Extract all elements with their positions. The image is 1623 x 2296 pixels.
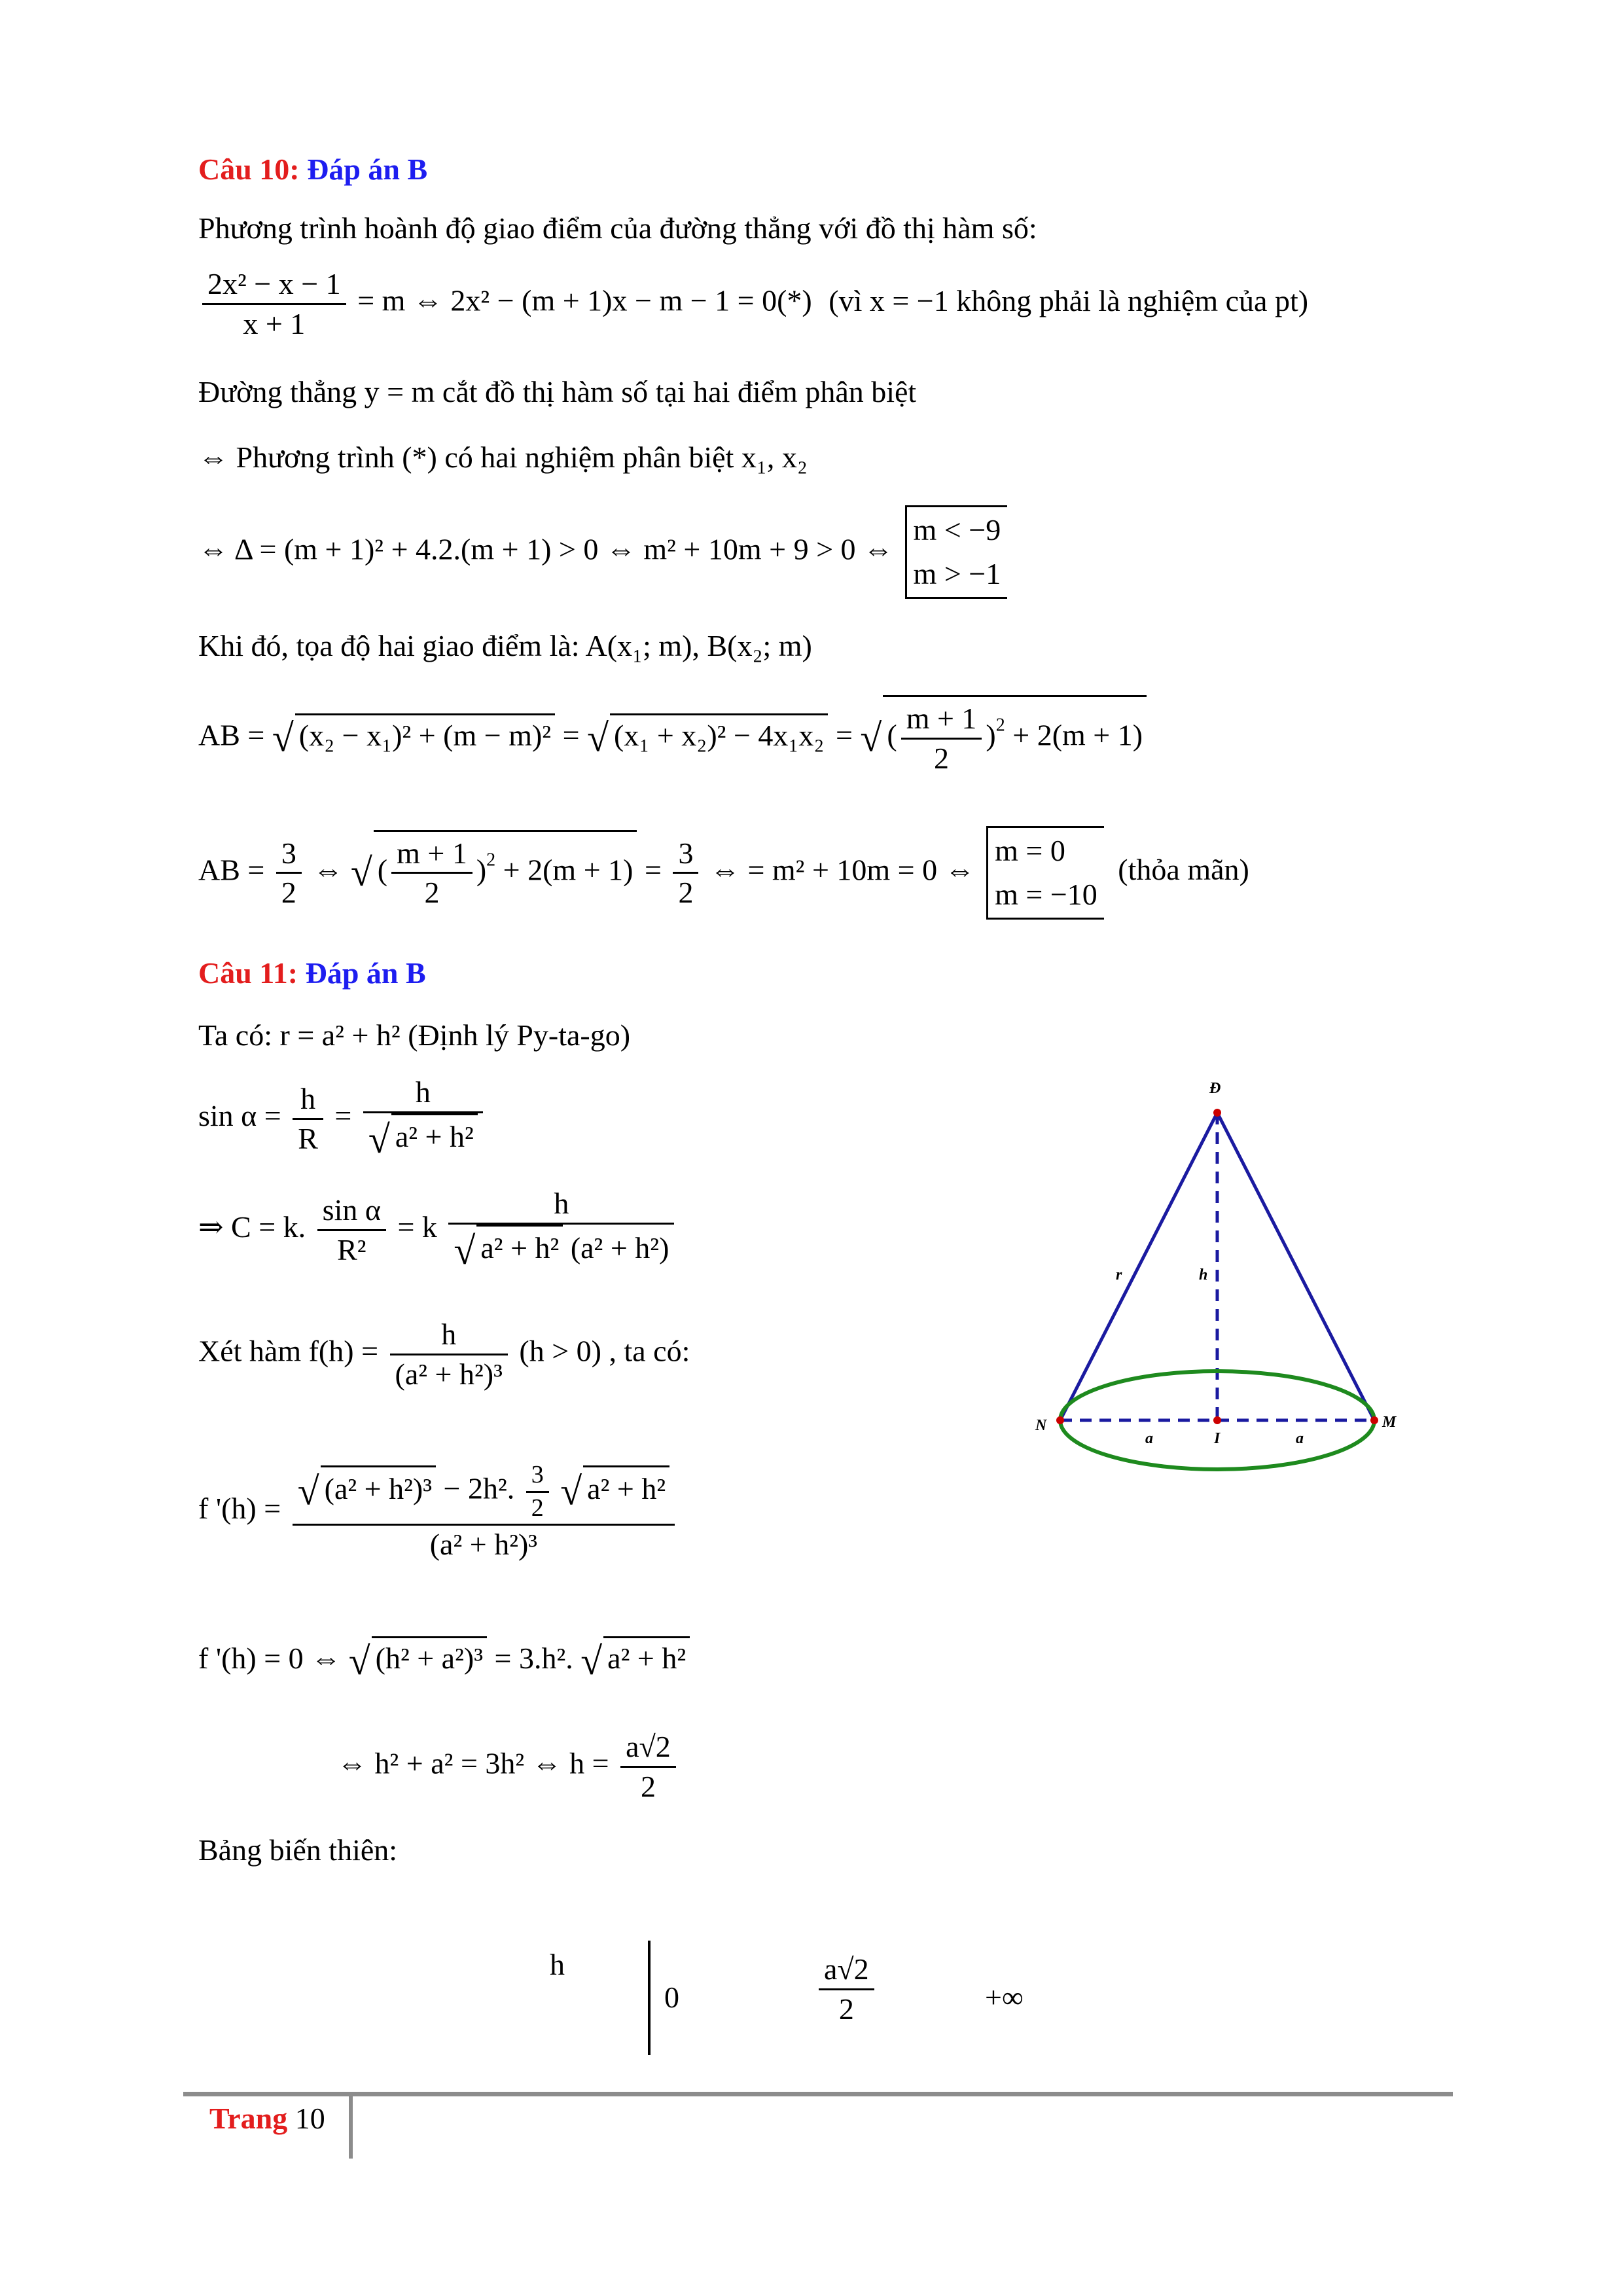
- q10-eq2-cases: [905, 505, 1008, 599]
- q10-eq3-frac: [901, 700, 982, 777]
- q10-eq1-note: (vì x = −1 không phải là nghiệm của pt): [829, 283, 1309, 317]
- q11-sin-lhs: sin α =: [198, 1098, 281, 1132]
- q10-line2: Đường thẳng y = m cắt đồ thị hàm số tại hai điểm phân biệt: [198, 375, 917, 408]
- label-m: M: [1382, 1414, 1397, 1431]
- label-i: I: [1214, 1430, 1221, 1447]
- q10-eq3-lhs: AB =: [198, 718, 265, 752]
- page-number: 10: [294, 2102, 325, 2135]
- q10-eq4-rad: ( $\frac{m + 1}{2}$ )$^2$ + 2(m + 1): [374, 830, 637, 912]
- cone-slant-left: [1060, 1113, 1217, 1420]
- q11-fp0-rad2: a² + h²: [603, 1636, 690, 1676]
- q10-eq1-den: x + 1: [243, 306, 306, 340]
- q11-c-frac2: [448, 1185, 674, 1275]
- q10-eq4-frac2: [391, 834, 473, 912]
- q10-eq3-frac-num: m + 1: [901, 700, 982, 740]
- q10-answer: Đáp án B: [307, 152, 428, 186]
- q11-sin-frac2-rad: a² + h²: [391, 1113, 478, 1156]
- q10-eq4-frac2-den: 2: [424, 876, 440, 910]
- sqrt-icon: √: [860, 716, 882, 760]
- q11-c-frac2-den: [448, 1225, 674, 1276]
- point-m: [1370, 1416, 1378, 1424]
- footer-divider: [349, 2094, 353, 2159]
- point-n: [1056, 1416, 1064, 1424]
- sqrt-icon: √: [368, 1117, 390, 1161]
- q10-eq3: AB = √ (x₂ − x₁)² + (m − m)² = √ (x₁ + x₂)² − 4x₁x₂ = √ ( $\frac{m + 1}{2}$ )$^2$ + 2(m + 1): [198, 695, 1147, 777]
- q10-eq2: [198, 505, 1007, 599]
- table-mid-den: 2: [838, 1992, 854, 2026]
- q11-c-frac1-den: R²: [337, 1232, 366, 1266]
- q10-eq4-frac1: [276, 834, 302, 912]
- sqrt-icon: √: [350, 851, 372, 895]
- q10-eq4-frac3-num: 3: [673, 834, 698, 874]
- q10-header: [198, 152, 427, 187]
- q10-eq4-lhs: AB =: [198, 853, 265, 887]
- q11-f-frac: [390, 1316, 508, 1393]
- q10-eq3-rad1: (x₂ − x₁)² + (m − m)²: [295, 713, 555, 753]
- label-apex: Đ: [1209, 1080, 1221, 1097]
- q11-c-frac2-rad: a² + h²: [476, 1225, 563, 1267]
- q10-eq1-rest: = m ⇔ 2x² − (m + 1)x − m − 1 = 0(*): [357, 283, 812, 317]
- q11-fp-frac: [293, 1460, 675, 1564]
- footer-rule: [183, 2092, 1453, 2096]
- sqrt-icon: √: [587, 716, 609, 760]
- q10-eq4-frac1-num: 3: [276, 834, 302, 874]
- q11-c-lhs: ⇒ C = k.: [198, 1210, 306, 1244]
- q10-eq4-frac2-num: m + 1: [391, 834, 473, 874]
- q11-c-mid: = k: [397, 1210, 437, 1244]
- q11-sin-frac2-num: h: [363, 1073, 483, 1113]
- page-footer: [209, 2101, 325, 2136]
- table-mid: [815, 1950, 878, 2028]
- cone-slant-right: [1217, 1113, 1374, 1420]
- q10-eq1-fraction: [202, 265, 346, 342]
- q10-line4: Khi đó, tọa độ hai giao điểm là: A(x₁; m), B(x₂; m): [198, 629, 812, 662]
- q11-fp0-lhs: f '(h) = 0 ⇔: [198, 1641, 342, 1675]
- q11-answer: Đáp án B: [305, 956, 426, 990]
- q10-eq4-note: (thỏa mãn): [1118, 853, 1249, 887]
- label-r: r: [1116, 1266, 1122, 1283]
- q10-eq4-case1: m = 0: [995, 834, 1065, 867]
- sqrt-icon: √: [348, 1639, 370, 1683]
- q10-eq4-tail: + 2(m + 1): [503, 853, 633, 887]
- q11-c-frac1: [317, 1191, 386, 1268]
- q10-eq4-case2: m = −10: [995, 877, 1097, 911]
- table-mid-frac: [819, 1950, 874, 2028]
- q10-eq3-rad3: ( $\frac{m + 1}{2}$ )$^2$ + 2(m + 1): [883, 695, 1147, 777]
- q11-f-frac-num: h: [390, 1316, 508, 1355]
- q11-fp-num-frac-den: 2: [531, 1494, 544, 1522]
- q11-line1: Ta có: r = a² + h² (Định lý Py-ta-go): [198, 1018, 631, 1052]
- q11-fp-num-mid: − 2h².: [443, 1471, 515, 1505]
- q10-eq3-rad2: (x₁ + x₂)² − 4x₁x₂: [610, 713, 828, 753]
- apex-point: [1213, 1109, 1221, 1117]
- q11-fp-num-frac: [526, 1460, 549, 1524]
- q10-eq4-frac3-den: 2: [678, 876, 694, 910]
- q11-table-title: Bảng biến thiên:: [198, 1833, 398, 1867]
- q11-c: [198, 1185, 678, 1275]
- cone-figure: [1021, 1073, 1414, 1492]
- q11-header: [198, 956, 426, 990]
- q11-sin-frac1-num: h: [293, 1080, 323, 1120]
- q11-fp0-rhs: = 3.h².: [494, 1641, 573, 1675]
- q11-c-frac2-den2: (a² + h²): [570, 1230, 669, 1265]
- q11-c-frac1-num: sin α: [317, 1191, 386, 1231]
- q10-eq1: [198, 265, 1308, 342]
- table-h-label: h: [550, 1948, 565, 1981]
- q11-fp0: [198, 1636, 690, 1684]
- label-h: h: [1199, 1266, 1208, 1283]
- q11-f-lhs: Xét hàm f(h) =: [198, 1334, 379, 1368]
- q10-eq4: AB = $\frac{3}{2}$ ⇔ √ ( $\frac{m + 1}{2}$ )$^2$ + 2(m + 1) = $\frac{3}{2}$ ⇔ = m² + 10m = 0 ⇔ m = 0 m = −10 (thỏa mãn): [198, 826, 1249, 920]
- q11-f-tail: (h > 0) , ta có:: [519, 1334, 690, 1368]
- q11-sin-frac2: [363, 1073, 483, 1164]
- q11-sol-frac-den: 2: [640, 1769, 656, 1803]
- q10-line1: Phương trình hoành độ giao điểm của đường thẳng với đồ thị hàm số:: [198, 211, 1037, 245]
- q11-fp-num-frac-num: 3: [526, 1460, 549, 1493]
- footer-label: Trang: [209, 2102, 288, 2135]
- q10-eq4-cases: [986, 826, 1104, 920]
- q10-eq2-case1: m < −9: [913, 513, 1001, 547]
- q11-fp0-rad: (h² + a²)³: [372, 1636, 487, 1676]
- q10-eq3-frac-den: 2: [934, 741, 950, 775]
- point-i: [1213, 1416, 1221, 1424]
- q11-sin-frac1-den: R: [298, 1121, 318, 1155]
- table-mid-num: a√2: [819, 1950, 874, 1990]
- q11-fp-num: [293, 1460, 675, 1526]
- sqrt-icon: √: [580, 1639, 603, 1683]
- q10-label: Câu 10:: [198, 152, 300, 186]
- q10-line3: ⇔ Phương trình (*) có hai nghiệm phân biệt x₁, x₂: [198, 440, 808, 474]
- q11-fp-den: (a² + h²)³: [429, 1528, 538, 1561]
- q11-c-frac2-num: h: [448, 1185, 674, 1225]
- sqrt-icon: √: [272, 716, 294, 760]
- q11-f-frac-den: (a² + h²)³: [395, 1357, 503, 1391]
- q10-eq1-num: 2x² − x − 1: [202, 265, 346, 305]
- label-a-left: a: [1145, 1430, 1153, 1447]
- q11-sol-frac-num: a√2: [620, 1728, 676, 1768]
- q11-sol-frac: [620, 1728, 676, 1805]
- label-n: N: [1035, 1417, 1047, 1434]
- q11-fp-lhs: f '(h) =: [198, 1491, 281, 1525]
- q11-fp-num-rad: (a² + h²)³: [321, 1465, 436, 1508]
- q10-eq2-main: ⇔ Δ = (m + 1)² + 4.2.(m + 1) > 0 ⇔ m² + 10m + 9 > 0 ⇔: [198, 532, 894, 566]
- q11-label: Câu 11:: [198, 956, 298, 990]
- q11-sin-frac2-den: [363, 1113, 483, 1164]
- q11-sin-frac1: [293, 1080, 323, 1157]
- q11-sol-lhs: ⇔ h² + a² = 3h² ⇔ h =: [337, 1746, 609, 1780]
- q11-fp-num-rad2: a² + h²: [583, 1465, 669, 1508]
- q10-eq4-frac3: [673, 834, 698, 912]
- q11-sol: [337, 1728, 680, 1805]
- q11-fp: [198, 1460, 679, 1564]
- q11-sin: sin α = $\frac{h}{R}$ = $\frac{h}{\text{√ a² + h²}}$: [198, 1073, 487, 1164]
- table-divider: [648, 1941, 651, 2055]
- q11-f: [198, 1316, 690, 1393]
- q10-eq4-frac1-den: 2: [281, 876, 296, 910]
- sqrt-icon: √: [454, 1229, 476, 1272]
- q10-eq2-case2: m > −1: [913, 556, 1001, 590]
- sqrt-icon: √: [297, 1469, 319, 1513]
- q10-eq3-tail: + 2(m + 1): [1012, 718, 1143, 752]
- table-zero: 0: [664, 1981, 679, 2014]
- table-inf: +∞: [985, 1981, 1024, 2014]
- label-a-right: a: [1296, 1430, 1304, 1447]
- sqrt-icon: √: [560, 1469, 582, 1513]
- q10-eq4-mid: = m² + 10m = 0 ⇔: [747, 853, 975, 887]
